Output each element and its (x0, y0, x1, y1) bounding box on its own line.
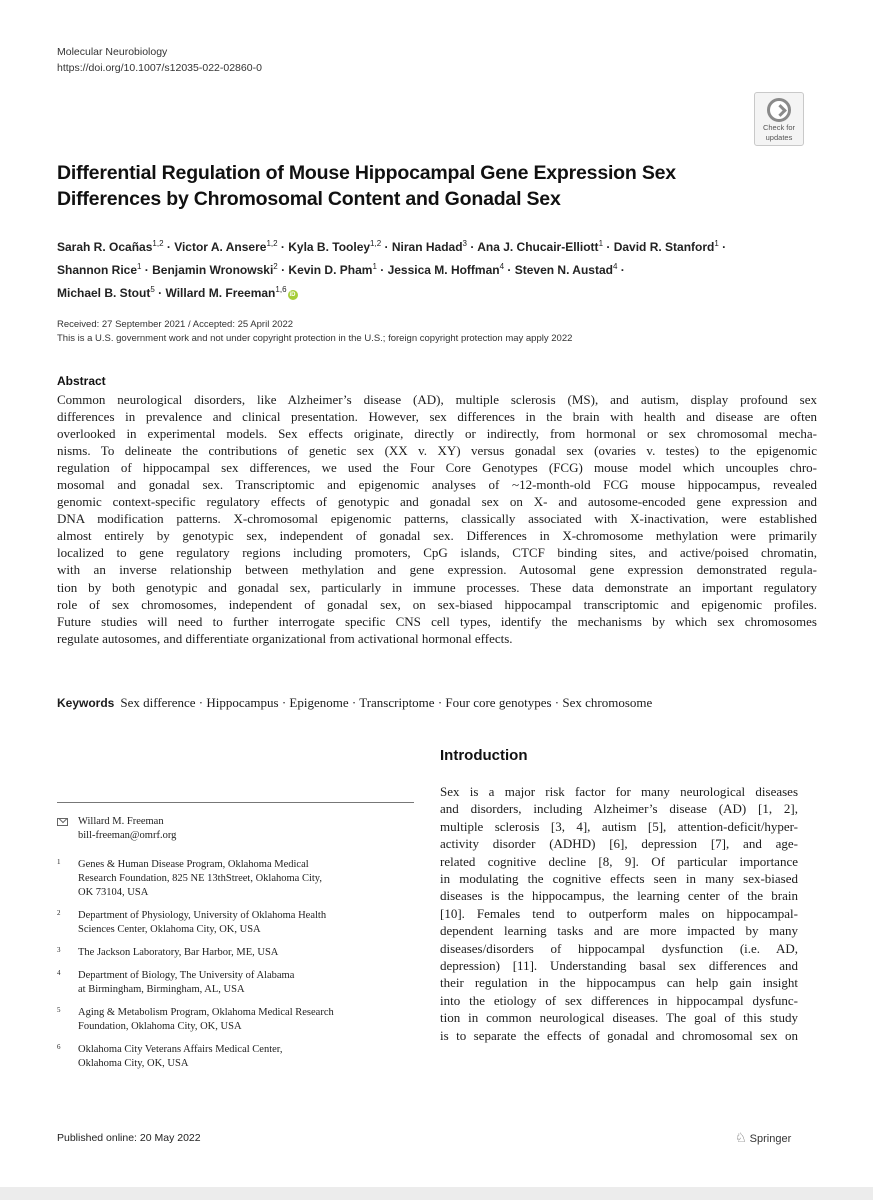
author-name[interactable]: Ana J. Chucair-Elliott (477, 240, 599, 254)
author-affil-sup: 1 (372, 262, 377, 271)
keywords-text: Sex difference · Hippocampus · Epigenome · Transcriptome · Four core genotypes · Sex chromosome (120, 695, 653, 710)
introduction-line: into the etiology of sex differences in hippocampal dysfunc- (440, 992, 798, 1008)
author-name[interactable]: Steven N. Austad (514, 263, 613, 277)
author-name[interactable]: Victor A. Ansere (174, 240, 267, 254)
affiliation-number: 2 (57, 909, 61, 917)
affiliation-number: 1 (57, 858, 61, 866)
affiliation-line: Sciences Center, Oklahoma City, OK, USA (78, 924, 261, 935)
author-line: Shannon Rice$^1$ · Benjamin Wronowski$^2$ · Kevin D. Pham$^1$ · Jessica M. Hoffman$^4$ · Steven N. Austad$^4$ · (57, 262, 625, 277)
abstract-line: localized to gene regulatory regions including promoters, CpG islands, CTCF binding sites, and active/poised chromatin, (57, 545, 817, 561)
affiliation-line: at Birmingham, Birmingham, AL, USA (78, 984, 245, 995)
affiliation-item (57, 969, 407, 997)
introduction-line: in modulating the cognitive effects seen in many sex-biased (440, 871, 798, 887)
author-line: Sarah R. Ocañas$^{1,2}$ · Victor A. Ansere$^{1,2}$ · Kyla B. Tooley$^{1,2}$ · Niran Hadad$^3$ · Ana J. Chucair-Elliott$^1$ · David R. Stanford$^1$ · (57, 239, 727, 254)
introduction-line: diseases/disorders of hippocampal dysfunction (i.e. AD, (440, 940, 798, 956)
introduction-line: is to separate the effects of gonadal and chromosomal sex on (440, 1027, 798, 1043)
correspondence (57, 815, 407, 843)
author-line: Michael B. Stout$^5$ · Willard M. Freeman$^{1,6}$iD (57, 285, 296, 300)
author-name[interactable]: Sarah R. Ocañas (57, 240, 153, 254)
author-affil-sup: 1 (598, 239, 604, 248)
affiliation-number: 3 (57, 946, 61, 954)
abstract-line: differences in prevalence and clinical presentation. However, sex differences in the brain with health and disease are often (57, 409, 817, 425)
affiliation-number: 4 (57, 969, 61, 977)
introduction-body (440, 783, 798, 1044)
author-name[interactable]: Willard M. Freeman (165, 286, 276, 300)
abstract-line: regulation of hippocampal sex differences, we used the Four Core Genotypes (FCG) mouse model which uncouples chro- (57, 460, 817, 476)
author-list (57, 234, 817, 303)
affiliations (57, 858, 407, 1080)
abstract-line: almost entirely by genotypic sex, independent of gonadal sex. Differences in X-chromosome methylation were primarily (57, 528, 817, 544)
affiliation-item (57, 909, 407, 937)
author-name[interactable]: Jessica M. Hoffman (387, 263, 500, 277)
publisher-logo[interactable] (735, 1130, 791, 1146)
introduction-line: diseases is the hippocampus, the learning center of the brain (440, 888, 798, 904)
author-name[interactable]: Michael B. Stout (57, 286, 151, 300)
introduction-line: and disorders, including Alzheimer’s disease (AD) [1, 2], (440, 801, 798, 817)
author-affil-sup: 5 (150, 285, 155, 294)
introduction-line: Sex is a major risk factor for many neurological diseases (440, 784, 798, 799)
author-name[interactable]: Niran Hadad (391, 240, 463, 254)
affiliation-line: Genes & Human Disease Program, Oklahoma Medical (78, 859, 309, 870)
footnote-divider (57, 802, 414, 803)
author-affil-sup: 3 (462, 239, 467, 248)
abstract-line: DNA modification patterns. X-chromosomal epigenomic patterns, classically associated with X-inactivation, were established (57, 511, 817, 527)
affiliation-line: Research Foundation, 825 NE 13thStreet, Oklahoma City, (78, 873, 322, 884)
introduction-line: tion in common neurological diseases. The goal of this study (440, 1010, 798, 1026)
author-affil-sup: 4 (612, 262, 618, 271)
author-name[interactable]: Kyla B. Tooley (288, 240, 371, 254)
author-affil-sup: 1 (714, 239, 719, 248)
author-name[interactable]: Kevin D. Pham (288, 263, 373, 277)
affiliation-line: Department of Biology, The University of Alabama (78, 970, 295, 981)
correspondence-name: Willard M. Freeman (78, 816, 164, 827)
affiliation-item (57, 1006, 407, 1034)
abstract-line: with an inverse relationship between methylation and gene expression. Autosomal gene expression demonstrated regula- (57, 562, 817, 578)
affiliation-line: OK 73104, USA (78, 887, 149, 898)
check-for-updates-badge[interactable] (754, 92, 804, 146)
affiliation-line: Department of Physiology, University of Oklahoma Health (78, 910, 327, 921)
received-accepted-dates: Received: 27 September 2021 / Accepted: 25 April 2022 (57, 319, 294, 330)
affiliation-line: Oklahoma City, OK, USA (78, 1058, 189, 1069)
author-affil-sup: 1,2 (370, 239, 382, 248)
abstract-line: tion by both genotypic and gonadal sex, particularly in immune processes. These data demonstrate an important regulatory (57, 579, 817, 595)
affiliation-line: Foundation, Oklahoma City, OK, USA (78, 1021, 242, 1032)
author-affil-sup: 1,2 (152, 239, 164, 248)
abstract-line: role of sex chromosomes, independent of gonadal sex, on sex-biased hippocampal transcriptomic and epigenomic profiles. (57, 596, 817, 612)
doi-link[interactable]: https://doi.org/10.1007/s12035-022-02860-0 (57, 62, 262, 74)
published-date: Published online: 20 May 2022 (57, 1132, 201, 1144)
journal-name: Molecular Neurobiology (57, 46, 168, 58)
correspondence-email[interactable]: bill-freeman@omrf.org (78, 830, 177, 841)
author-affil-sup: 1,6 (275, 285, 287, 294)
affiliation-item (57, 1043, 407, 1071)
author-affil-sup: 1 (137, 262, 142, 271)
affiliation-number: 5 (57, 1006, 61, 1014)
author-affil-sup: 2 (273, 262, 278, 271)
affiliation-line: Oklahoma City Veterans Affairs Medical Center, (78, 1044, 283, 1055)
author-affil-sup: 4 (499, 262, 505, 271)
check-updates-icon (767, 98, 791, 122)
mail-icon (57, 818, 68, 826)
check-badge-line-1: Check for (762, 123, 796, 132)
introduction-line: depression) [11]. Understanding basal sex differences and (440, 958, 798, 974)
title-line: Differential Regulation of Mouse Hippocampal Gene Expression Sex (57, 162, 676, 184)
author-name[interactable]: David R. Stanford (613, 240, 715, 254)
copyright-notice: This is a U.S. government work and not under copyright protection in the U.S.; foreign copyright protection may apply 2022 (57, 333, 573, 344)
author-name[interactable]: Shannon Rice (57, 263, 138, 277)
keywords (57, 695, 652, 711)
introduction-line: [10]. Females tend to outperform males on hippocampal- (440, 905, 798, 921)
orcid-icon[interactable]: iD (289, 292, 296, 298)
abstract-body (57, 391, 817, 647)
introduction-line: activity disorder (ADHD) [6], depression [7], and age- (440, 836, 798, 852)
affiliation-item (57, 946, 407, 960)
introduction-line: multiple sclerosis [3, 4], autism [5], attention-deficit/hyper- (440, 818, 798, 834)
affiliation-number: 6 (57, 1043, 61, 1051)
introduction-line: dependent learning tasks and are more impacted by many (440, 923, 798, 939)
abstract-line: Common neurological disorders, like Alzheimer’s disease (AD), multiple sclerosis (MS), and autism, display profound sex (57, 392, 817, 407)
springer-horse-icon: ♘ (735, 1130, 747, 1145)
abstract-line: nisms. To delineate the contributions of genetic sex (XX v. XY) versus gonadal sex (ovaries v. testes) to the epigenomic (57, 443, 817, 459)
keywords-label: Keywords (57, 696, 115, 710)
check-badge-line-2: updates (765, 133, 793, 142)
abstract-line: mosomal and gonadal sex. Transcriptomic and epigenomic analyses of ~12-month-old FCG mouse hippocampus, revealed (57, 477, 817, 493)
title-line: Differences by Chromosomal Content and Gonadal Sex (57, 188, 561, 210)
abstract-line: genomic context-specific regulatory effects of genotypic and gonadal sex on X- and autosome-encoded gene expression and (57, 494, 817, 510)
abstract-line: Future studies will need to further interrogate specific CNS cell types, identify the mechanisms by which sex chromosomes (57, 613, 817, 629)
publisher-name: Springer (749, 1133, 792, 1145)
abstract-heading: Abstract (57, 374, 106, 388)
introduction-heading: Introduction (440, 747, 528, 764)
introduction-line: related cognitive decline [8, 9]. Of particular importance (440, 853, 798, 869)
abstract-line: regulate autosomes, and differentiate organizational from activational hormonal effects. (57, 630, 513, 646)
affiliation-line: The Jackson Laboratory, Bar Harbor, ME, USA (78, 947, 279, 958)
abstract-line: overlooked in experimental models. Sex effects originate, directly or indirectly, from hormonal or sex chromosomal mecha- (57, 426, 817, 442)
author-affil-sup: 1,2 (266, 239, 278, 248)
paper-title (57, 160, 757, 212)
author-name[interactable]: Benjamin Wronowski (152, 263, 274, 277)
affiliation-line: Aging & Metabolism Program, Oklahoma Medical Research (78, 1007, 334, 1018)
introduction-line: their regulation in the hippocampus can help gain insight (440, 975, 798, 991)
affiliation-item (57, 858, 407, 900)
viewer-bottom-band (0, 1187, 873, 1200)
